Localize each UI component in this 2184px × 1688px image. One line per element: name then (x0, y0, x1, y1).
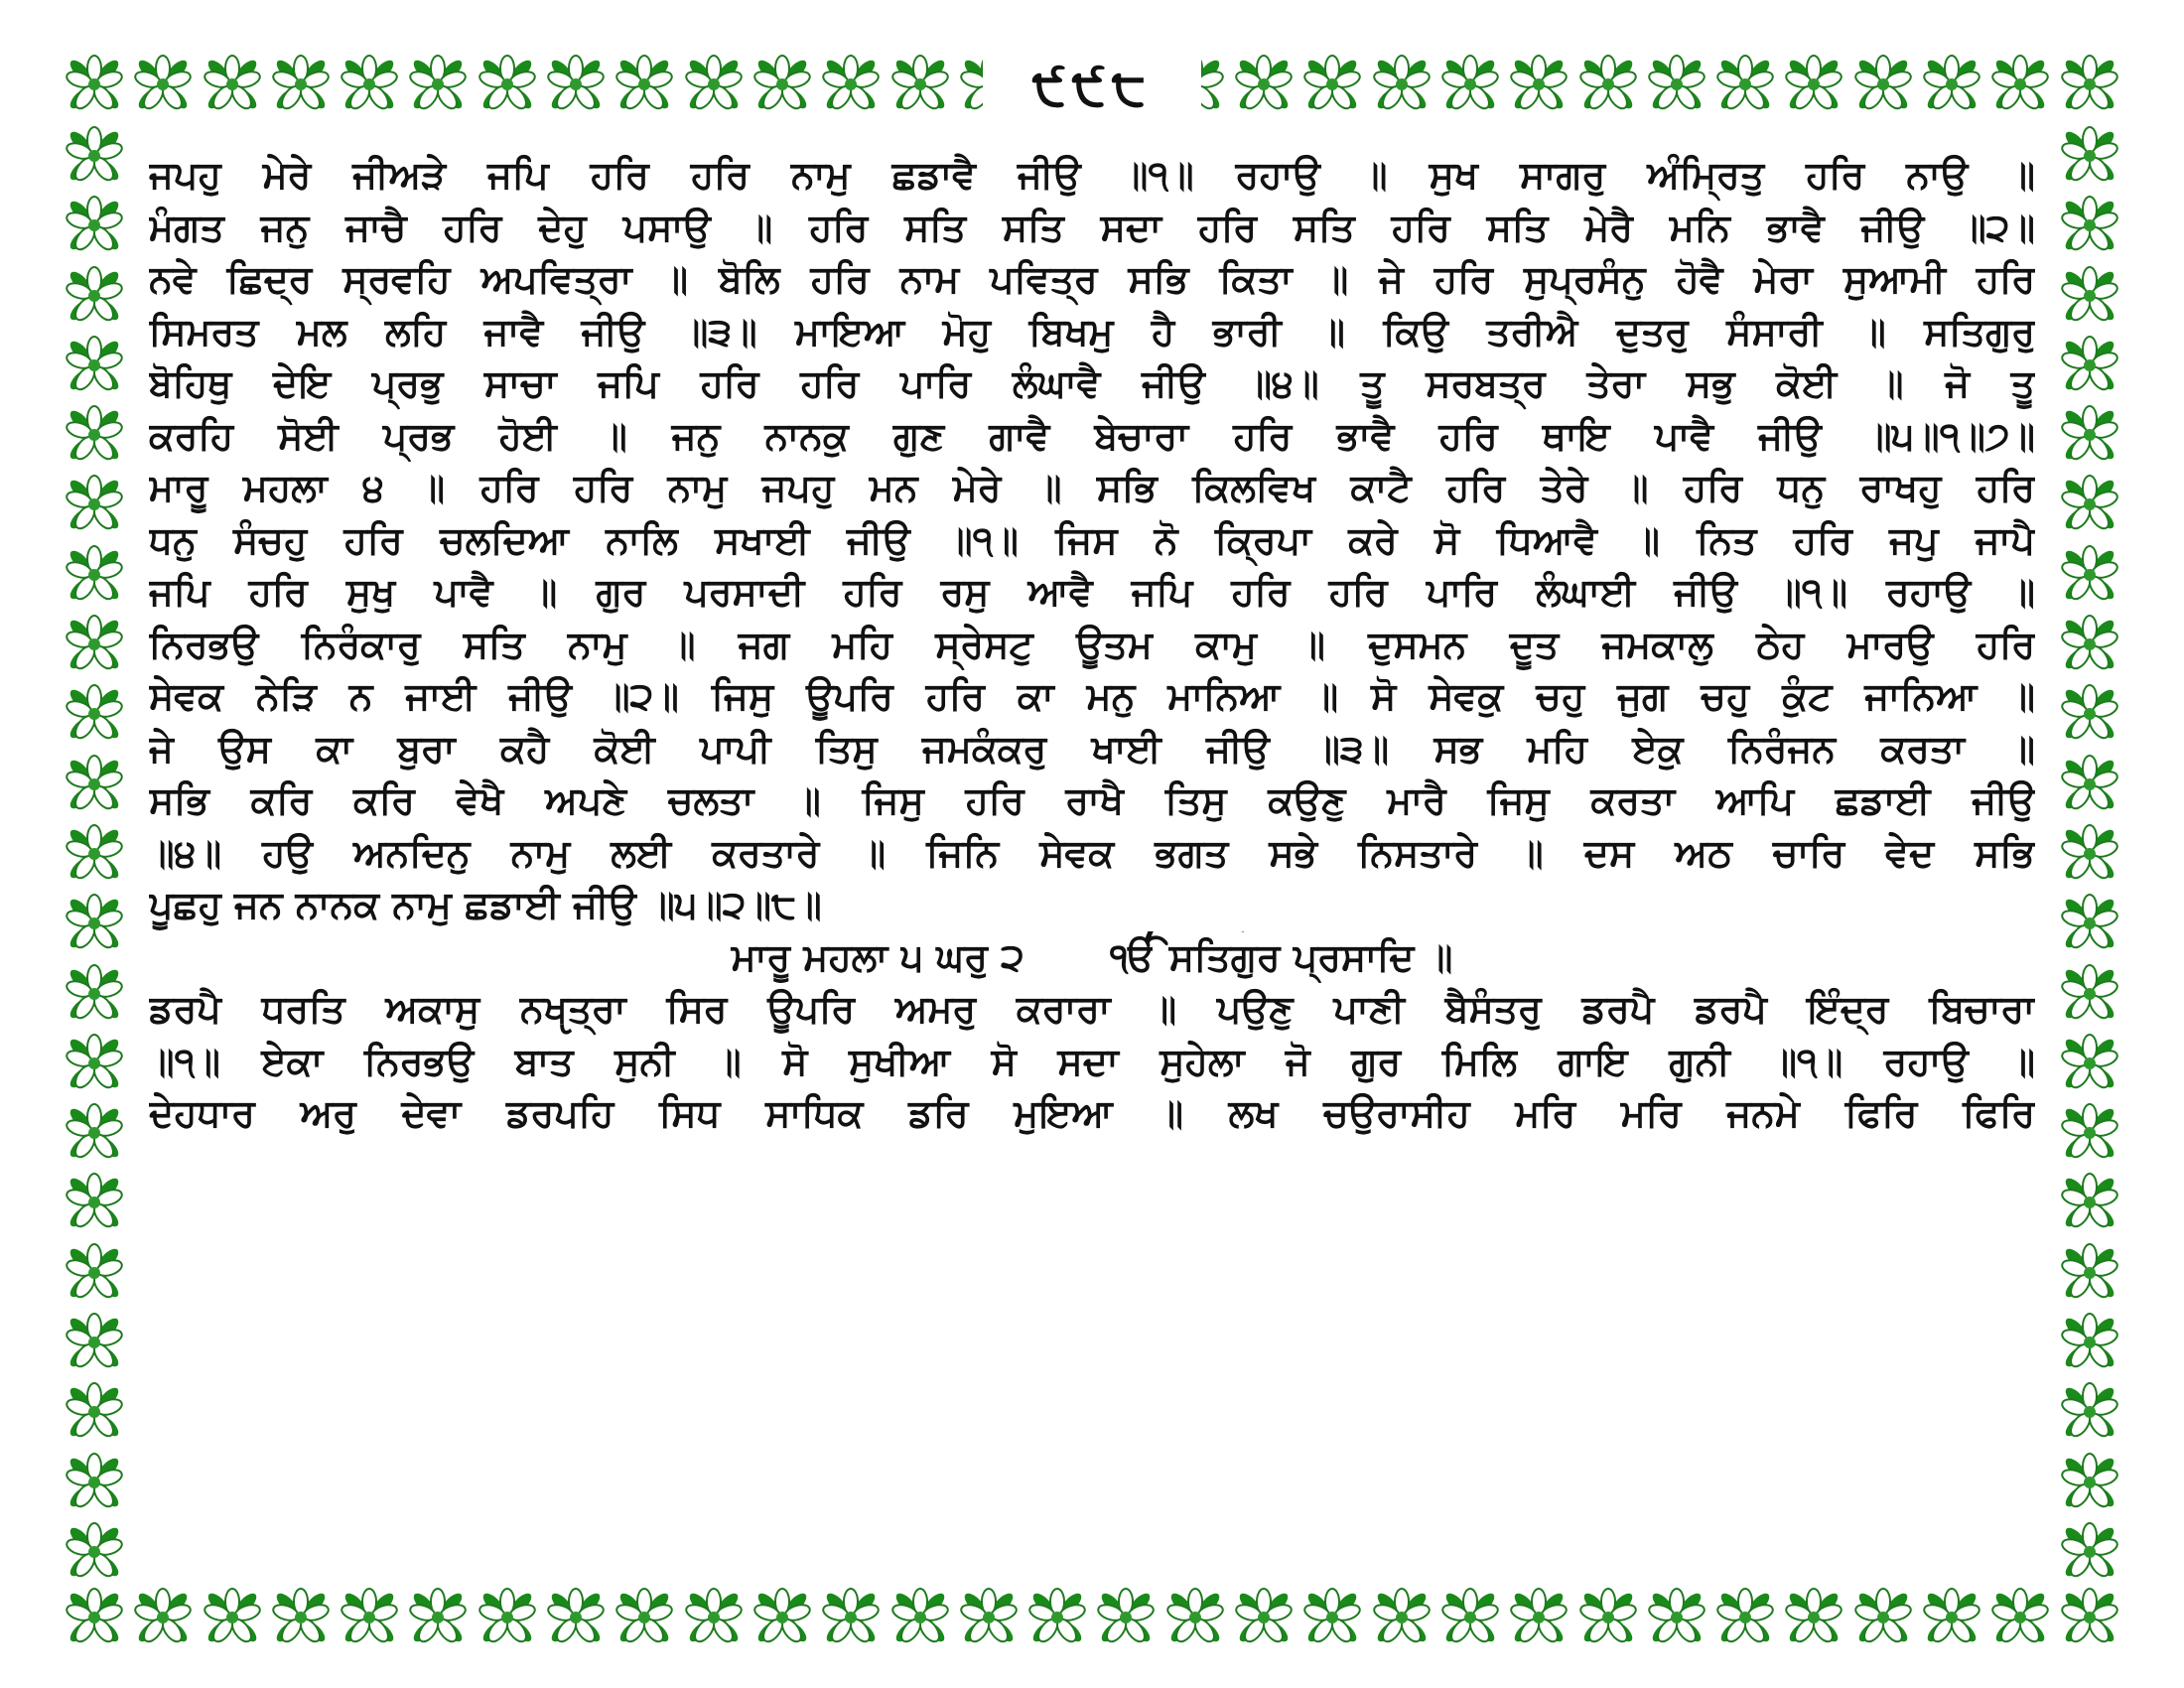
flower-ornament-icon (62, 52, 127, 117)
flower-ornament-icon (1987, 1585, 2053, 1650)
flower-ornament-icon (2057, 681, 2122, 747)
text-line: ਸਿਮਰਤ ਮਲ ਲਹਿ ਜਾਵੈ ਜੀਉ ॥੩॥ ਮਾਇਆ ਮੋਹੁ ਬਿਖਮੁ ਹੈ ਭਾਰੀ ॥ ਕਿਉ ਤਰੀਐ ਦੁਤਰੁ ਸੰਸਾਰੀ ॥ ਸਤਿਗੁਰੁ (149, 309, 2035, 353)
flower-ornament-icon (1231, 52, 1297, 117)
flower-ornament-icon (2057, 123, 2122, 189)
page-number-box (983, 52, 1201, 123)
flower-ornament-icon (200, 52, 265, 117)
flower-ornament-icon (62, 1310, 127, 1375)
flower-ornament-icon (62, 1100, 127, 1166)
flower-ornament-icon (1162, 1585, 1228, 1650)
text-line: ਡਰਪੈ ਧਰਤਿ ਅਕਾਸੁ ਨਖੵਤ੍ਰਾ ਸਿਰ ਊਪਰਿ ਅਮਰੁ ਕਰਾਰਾ ॥ ਪਉਣੁ ਪਾਣੀ ਬੈਸੰਤਰੁ ਡਰਪੈ ਡਰਪੈ ਇੰਦ੍ਰ ਬਿਚਾਰਾ (149, 987, 2035, 1031)
text-line: ਸਭਿ ਕਰਿ ਕਰਿ ਵੇਖੈ ਅਪਣੇ ਚਲਤਾ ॥ ਜਿਸੁ ਹਰਿ ਰਾਖੈ ਤਿਸੁ ਕਉਣੁ ਮਾਰੈ ਜਿਸੁ ਕਰਤਾ ਆਪਿ ਛਡਾਈ ਜੀਉ (149, 778, 2035, 822)
flower-ornament-icon (2057, 472, 2122, 537)
flower-ornament-icon (2057, 52, 2122, 117)
flower-ornament-icon (62, 1031, 127, 1096)
flower-ornament-icon (2057, 1240, 2122, 1306)
flower-ornament-icon (1712, 52, 1778, 117)
text-line: ਧਨੁ ਸੰਚਹੁ ਹਰਿ ਚਲਦਿਆ ਨਾਲਿ ਸਖਾਈ ਜੀਉ ॥੧॥ ਜਿਸ ਨੋ ਕ੍ਰਿਪਾ ਕਰੇ ਸੋ ਧਿਆਵੈ ॥ ਨਿਤ ਹਰਿ ਜਪੁ ਜਾਪੈ (149, 517, 2035, 562)
flower-ornament-icon (2057, 263, 2122, 329)
text-line: ॥੧॥ ਏਕਾ ਨਿਰਭਉ ਬਾਤ ਸੁਨੀ ॥ ਸੋ ਸੁਖੀਆ ਸੋ ਸਦਾ ਸੁਹੇਲਾ ਜੋ ਗੁਰ ਮਿਲਿ ਗਾਇ ਗੁਨੀ ॥੧॥ ਰਹਾਉ ॥ (149, 1039, 2035, 1083)
flower-ornament-icon (1093, 1585, 1159, 1650)
flower-ornament-icon (543, 1585, 609, 1650)
flower-ornament-icon (200, 1585, 265, 1650)
flower-ornament-icon (475, 1585, 540, 1650)
flower-ornament-icon (2057, 402, 2122, 468)
text-line: ਜਪਿ ਹਰਿ ਸੁਖੁ ਪਾਵੈ ॥ ਗੁਰ ਪਰਸਾਦੀ ਹਰਿ ਰਸੁ ਆਵੈ ਜਪਿ ਹਰਿ ਹਰਿ ਪਾਰਿ ਲੰਘਾਈ ਜੀਉ ॥੧॥ ਰਹਾਉ ॥ (149, 570, 2035, 614)
flower-ornament-icon (1987, 52, 2053, 117)
flower-ornament-icon (62, 961, 127, 1027)
flower-ornament-icon (2057, 612, 2122, 677)
flower-ornament-icon (1369, 1585, 1434, 1650)
flower-ornament-icon (2057, 1379, 2122, 1445)
flower-ornament-icon (887, 1585, 953, 1650)
border-bottom (62, 1585, 2122, 1656)
flower-ornament-icon (62, 821, 127, 887)
text-line: ਬੋਹਿਥੁ ਦੇਇ ਪ੍ਰਭੁ ਸਾਚਾ ਜਪਿ ਹਰਿ ਹਰਿ ਪਾਰਿ ਲੰਘਾਵੈ ਜੀਉ ॥੪॥ ਤੂ ਸਰਬਤ੍ਰ ਤੇਰਾ ਸਭੁ ਕੋਈ ॥ ਜੋ ਤੂ (149, 361, 2035, 405)
flower-ornament-icon (2057, 1310, 2122, 1375)
section-heading (149, 931, 2035, 984)
flower-ornament-icon (1781, 52, 1846, 117)
text-line: ਨਿਰਭਉ ਨਿਰੰਕਾਰੁ ਸਤਿ ਨਾਮੁ ॥ ਜਗ ਮਹਿ ਸ੍ਰੇਸਟੁ ਊਤਮ ਕਾਮੁ ॥ ਦੁਸਮਨ ਦੂਤ ਜਮਕਾਲੁ ਠੇਹ ਮਾਰਉ ਹਰਿ (149, 622, 2035, 666)
flower-ornament-icon (62, 891, 127, 956)
flower-ornament-icon (405, 52, 471, 117)
flower-ornament-icon (2057, 333, 2122, 398)
flower-ornament-icon (681, 1585, 747, 1650)
flower-ornament-icon (1644, 52, 1709, 117)
flower-ornament-icon (1299, 1585, 1365, 1650)
flower-ornament-icon (1506, 52, 1571, 117)
flower-ornament-icon (818, 52, 884, 117)
text-line: ਦੇਹਧਾਰ ਅਰੁ ਦੇਵਾ ਡਰਪਹਿ ਸਿਧ ਸਾਧਿਕ ਡਰਿ ਮੁਇਆ ॥ ਲਖ ਚਉਰਾਸੀਹ ਮਰਿ ਮਰਿ ਜਨਮੇ ਫਿਰਿ ਫਿਰਿ (149, 1091, 2035, 1135)
flower-ornament-icon (1437, 52, 1503, 117)
flower-ornament-icon (1575, 1585, 1641, 1650)
flower-ornament-icon (62, 402, 127, 468)
flower-ornament-icon (337, 52, 402, 117)
flower-ornament-icon (1369, 52, 1434, 117)
flower-ornament-icon (1299, 52, 1365, 117)
text-line: ਕਰਹਿ ਸੋਈ ਪ੍ਰਭ ਹੋਈ ॥ ਜਨੁ ਨਾਨਕੁ ਗੁਣ ਗਾਵੈ ਬੇਚਾਰਾ ਹਰਿ ਭਾਵੈ ਹਰਿ ਥਾਇ ਪਾਵੈ ਜੀਉ ॥੫॥੧॥੭॥ (149, 413, 2035, 458)
flower-ornament-icon (62, 1379, 127, 1445)
flower-ornament-icon (405, 1585, 471, 1650)
flower-ornament-icon (1850, 1585, 1916, 1650)
flower-ornament-icon (2057, 891, 2122, 956)
flower-ornament-icon (62, 1170, 127, 1235)
flower-ornament-icon (750, 1585, 815, 1650)
flower-ornament-icon (62, 1585, 127, 1650)
flower-ornament-icon (2057, 1100, 2122, 1166)
flower-ornament-icon (2057, 821, 2122, 887)
text-body (149, 149, 2035, 1140)
heading-raag: ਮਾਰੂ ਮਹਲਾ ੫ ਘਰੁ ੨ (731, 934, 1024, 979)
flower-ornament-icon (337, 1585, 402, 1650)
flower-ornament-icon (1437, 1585, 1503, 1650)
flower-ornament-icon (612, 52, 677, 117)
flower-ornament-icon (2057, 1585, 2122, 1650)
border-right (2057, 123, 2122, 1585)
flower-ornament-icon (543, 52, 609, 117)
flower-ornament-icon (62, 263, 127, 329)
text-line: ਜੇ ਉਸ ਕਾ ਬੁਰਾ ਕਹੈ ਕੋਈ ਪਾਪੀ ਤਿਸੁ ਜਮਕੰਕਰੁ ਖਾਈ ਜੀਉ ॥੩॥ ਸਭ ਮਹਿ ਏਕੁ ਨਿਰੰਜਨ ਕਰਤਾ ॥ (149, 726, 2035, 771)
text-line: ਪੂਛਹੁ ਜਨ ਨਾਨਕ ਨਾਮੁ ਛਡਾਈ ਜੀਉ ॥੫॥੨॥੮॥ (149, 883, 822, 926)
flower-ornament-icon (62, 333, 127, 398)
text-line: ॥੪॥ ਹਉ ਅਨਦਿਨੁ ਨਾਮੁ ਲਈ ਕਰਤਾਰੇ ॥ ਜਿਨਿ ਸੇਵਕ ਭਗਤ ਸਭੇ ਨਿਸਤਾਰੇ ॥ ਦਸ ਅਠ ਚਾਰਿ ਵੇਦ ਸਭਿ (149, 830, 2035, 875)
border-left (62, 123, 127, 1585)
flower-ornament-icon (2057, 1031, 2122, 1096)
flower-ornament-icon (1850, 52, 1916, 117)
flower-ornament-icon (1919, 52, 1984, 117)
flower-ornament-icon (2057, 542, 2122, 608)
flower-ornament-icon (2057, 961, 2122, 1027)
flower-ornament-icon (268, 1585, 334, 1650)
text-line: ਮੰਗਤ ਜਨੁ ਜਾਚੈ ਹਰਿ ਦੇਹੁ ਪਸਾਉ ॥ ਹਰਿ ਸਤਿ ਸਤਿ ਸਦਾ ਹਰਿ ਸਤਿ ਹਰਿ ਸਤਿ ਮੇਰੈ ਮਨਿ ਭਾਵੈ ਜੀਉ ॥੨॥ (149, 205, 2035, 249)
flower-ornament-icon (475, 52, 540, 117)
flower-ornament-icon (130, 52, 196, 117)
flower-ornament-icon (62, 612, 127, 677)
flower-ornament-icon (62, 193, 127, 258)
flower-ornament-icon (2057, 1450, 2122, 1515)
flower-ornament-icon (681, 52, 747, 117)
flower-ornament-icon (1506, 1585, 1571, 1650)
text-line: ਨਵੇ ਛਿਦ੍ਰ ਸ੍ਰਵਹਿ ਅਪਵਿਤ੍ਰਾ ॥ ਬੋਲਿ ਹਰਿ ਨਾਮ ਪਵਿਤ੍ਰ ਸਭਿ ਕਿਤਾ ॥ ਜੇ ਹਰਿ ਸੁਪ੍ਰਸੰਨੁ ਹੋਵੈ ਮੇਰਾ ਸੁਆਮੀ ਹਰਿ (149, 257, 2035, 301)
flower-ornament-icon (268, 52, 334, 117)
text-line: ਸੇਵਕ ਨੇੜਿ ਨ ਜਾਈ ਜੀਉ ॥੨॥ ਜਿਸੁ ਊਪਰਿ ਹਰਿ ਕਾ ਮਨੁ ਮਾਨਿਆ ॥ ਸੋ ਸੇਵਕੁ ਚਹੁ ਜੁਗ ਚਹੁ ਕੁੰਟ ਜਾਨਿਆ ॥ (149, 674, 2035, 718)
flower-ornament-icon (62, 1450, 127, 1515)
flower-ornament-icon (956, 1585, 1022, 1650)
flower-ornament-icon (1712, 1585, 1778, 1650)
flower-ornament-icon (2057, 1519, 2122, 1585)
flower-ornament-icon (1781, 1585, 1846, 1650)
flower-ornament-icon (62, 752, 127, 817)
flower-ornament-icon (1919, 1585, 1984, 1650)
flower-ornament-icon (1575, 52, 1641, 117)
flower-ornament-icon (62, 123, 127, 189)
flower-ornament-icon (1024, 1585, 1090, 1650)
flower-ornament-icon (1231, 1585, 1297, 1650)
flower-ornament-icon (1644, 1585, 1709, 1650)
flower-ornament-icon (62, 542, 127, 608)
text-line: ਮਾਰੂ ਮਹਲਾ ੪ ॥ ਹਰਿ ਹਰਿ ਨਾਮੁ ਜਪਹੁ ਮਨ ਮੇਰੇ ॥ ਸਭਿ ਕਿਲਵਿਖ ਕਾਟੈ ਹਰਿ ਤੇਰੇ ॥ ਹਰਿ ਧਨੁ ਰਾਖਹੁ ਹਰਿ (149, 466, 2035, 509)
ek-onkar-arc-icon (1140, 931, 1249, 945)
flower-ornament-icon (2057, 1170, 2122, 1235)
flower-ornament-icon (62, 681, 127, 747)
page-number: ੯੯੮ (1031, 57, 1153, 117)
heading-mool-mantar: ੴ ਸਤਿਗੁਰ ਪ੍ਰਸਾਦਿ ॥ (1110, 931, 1452, 984)
flower-ornament-icon (62, 1519, 127, 1585)
flower-ornament-icon (2057, 752, 2122, 817)
flower-ornament-icon (818, 1585, 884, 1650)
flower-ornament-icon (750, 52, 815, 117)
flower-ornament-icon (62, 472, 127, 537)
flower-ornament-icon (62, 1240, 127, 1306)
flower-ornament-icon (130, 1585, 196, 1650)
flower-ornament-icon (2057, 193, 2122, 258)
text-line: ਜਪਹੁ ਮੇਰੇ ਜੀਅੜੇ ਜਪਿ ਹਰਿ ਹਰਿ ਨਾਮੁ ਛਡਾਵੈ ਜੀਉ ॥੧॥ ਰਹਾਉ ॥ ਸੁਖ ਸਾਗਰੁ ਅੰਮ੍ਰਿਤੁ ਹਰਿ ਨਾਉ ॥ (149, 153, 2035, 197)
flower-ornament-icon (612, 1585, 677, 1650)
flower-ornament-icon (887, 52, 953, 117)
